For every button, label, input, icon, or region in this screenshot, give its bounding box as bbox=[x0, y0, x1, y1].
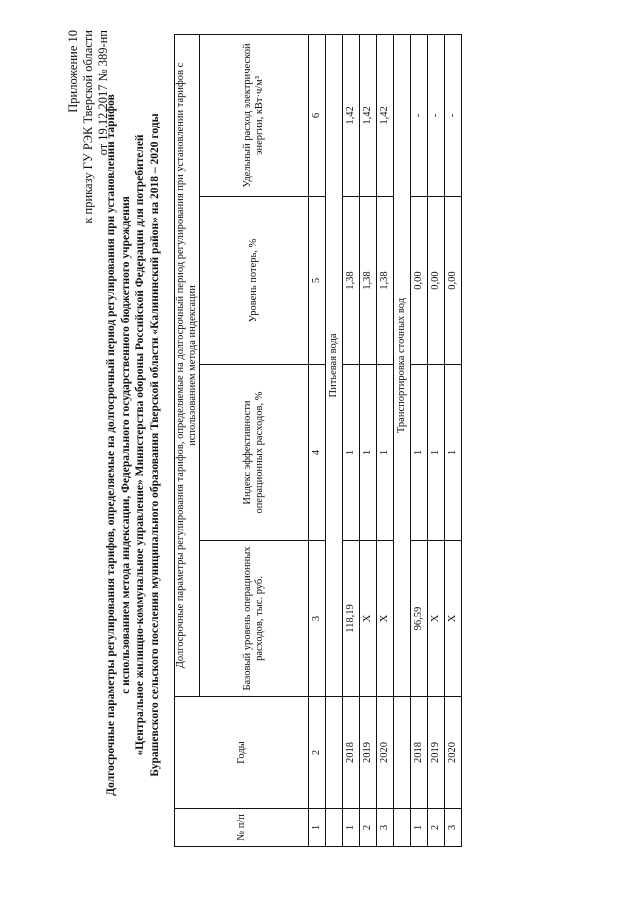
parameters-table bbox=[174, 34, 462, 847]
section-spacer bbox=[326, 697, 343, 809]
row-number: 1 bbox=[411, 809, 428, 847]
col-number: 5 bbox=[309, 197, 326, 365]
row-base-cost: X bbox=[360, 541, 377, 697]
table-row bbox=[343, 34, 360, 846]
row-number: 2 bbox=[428, 809, 445, 847]
header-num: № п/п bbox=[175, 809, 309, 847]
table-row bbox=[428, 34, 445, 846]
header-row-1 bbox=[175, 34, 200, 846]
row-efficiency-index: 1 bbox=[360, 365, 377, 541]
appendix-number: Приложение 10 bbox=[66, 30, 80, 113]
col-number: 2 bbox=[309, 697, 326, 809]
row-year: 2018 bbox=[411, 697, 428, 809]
col-number: 1 bbox=[309, 809, 326, 847]
header-years: Годы bbox=[175, 697, 309, 809]
row-energy-use: 1,42 bbox=[343, 34, 360, 196]
header-energy: Удельный расход электрической энергии, кВт·ч/м³ bbox=[200, 34, 309, 196]
table-row bbox=[360, 34, 377, 846]
title-line-4: Бурашевского сельского поселения муниципального образования Тверской области «Калининский район» на 2018 – 2020 годы bbox=[148, 113, 161, 777]
header-base: Базовый уровень операционных расходов, тыс. руб. bbox=[200, 541, 309, 697]
col-number: 3 bbox=[309, 541, 326, 697]
row-efficiency-index: 1 bbox=[377, 365, 394, 541]
col-number: 6 bbox=[309, 34, 326, 196]
section-title: Транспортировка сточных вод bbox=[394, 34, 411, 696]
section-spacer bbox=[394, 809, 411, 847]
column-number-row bbox=[309, 34, 326, 846]
section-spacer bbox=[326, 809, 343, 847]
row-year: 2020 bbox=[445, 697, 462, 809]
title-line-2: с использованием метода индексации, Федерального государственного бюджетного учреждения bbox=[119, 196, 132, 694]
document-title bbox=[104, 45, 162, 845]
section-spacer bbox=[394, 697, 411, 809]
title-line-1: Долгосрочные параметры регулирования тарифов, определяемые на долгосрочный период регулирования при установлении тарифов bbox=[105, 94, 117, 796]
row-loss-level: 1,38 bbox=[343, 197, 360, 365]
row-base-cost: 96,59 bbox=[411, 541, 428, 697]
row-year: 2019 bbox=[428, 697, 445, 809]
row-efficiency-index: 1 bbox=[428, 365, 445, 541]
row-base-cost: X bbox=[445, 541, 462, 697]
row-energy-use: 1,42 bbox=[360, 34, 377, 196]
section-row bbox=[394, 34, 411, 846]
row-energy-use: - bbox=[411, 34, 428, 196]
row-number: 1 bbox=[343, 809, 360, 847]
row-loss-level: 0,00 bbox=[411, 197, 428, 365]
row-efficiency-index: 1 bbox=[343, 365, 360, 541]
table-row bbox=[377, 34, 394, 846]
title-line-3: «Центральное жилищно-коммунальное управление» Министерства обороны Российской Федерации для потребителей bbox=[134, 134, 146, 756]
row-base-cost: X bbox=[428, 541, 445, 697]
row-energy-use: - bbox=[445, 34, 462, 196]
table-row bbox=[411, 34, 428, 846]
section-title: Питьевая вода bbox=[326, 34, 343, 696]
row-base-cost: 118,19 bbox=[343, 541, 360, 697]
row-year: 2019 bbox=[360, 697, 377, 809]
appendix-date: от 19.12.2017 № 389-нп bbox=[96, 30, 110, 156]
row-efficiency-index: 1 bbox=[411, 365, 428, 541]
row-year: 2020 bbox=[377, 697, 394, 809]
row-loss-level: 0,00 bbox=[428, 197, 445, 365]
header-loss: Уровень потерь, % bbox=[200, 197, 309, 365]
row-energy-use: - bbox=[428, 34, 445, 196]
table-row bbox=[445, 34, 462, 846]
header-group: Долгосрочные параметры регулирования тарифов, определяемые на долгосрочный период регулирования при установлении тарифов с использованием метода индексации bbox=[175, 34, 200, 696]
row-year: 2018 bbox=[343, 697, 360, 809]
row-number: 3 bbox=[445, 809, 462, 847]
row-number: 2 bbox=[360, 809, 377, 847]
appendix-order: к приказу ГУ РЭК Тверской области bbox=[81, 30, 95, 224]
row-efficiency-index: 1 bbox=[445, 365, 462, 541]
row-number: 3 bbox=[377, 809, 394, 847]
row-loss-level: 0,00 bbox=[445, 197, 462, 365]
header-index: Индекс эффективности операционных расходов, % bbox=[200, 365, 309, 541]
row-base-cost: X bbox=[377, 541, 394, 697]
row-loss-level: 1,38 bbox=[360, 197, 377, 365]
section-row bbox=[326, 34, 343, 846]
row-loss-level: 1,38 bbox=[377, 197, 394, 365]
row-energy-use: 1,42 bbox=[377, 34, 394, 196]
col-number: 4 bbox=[309, 365, 326, 541]
